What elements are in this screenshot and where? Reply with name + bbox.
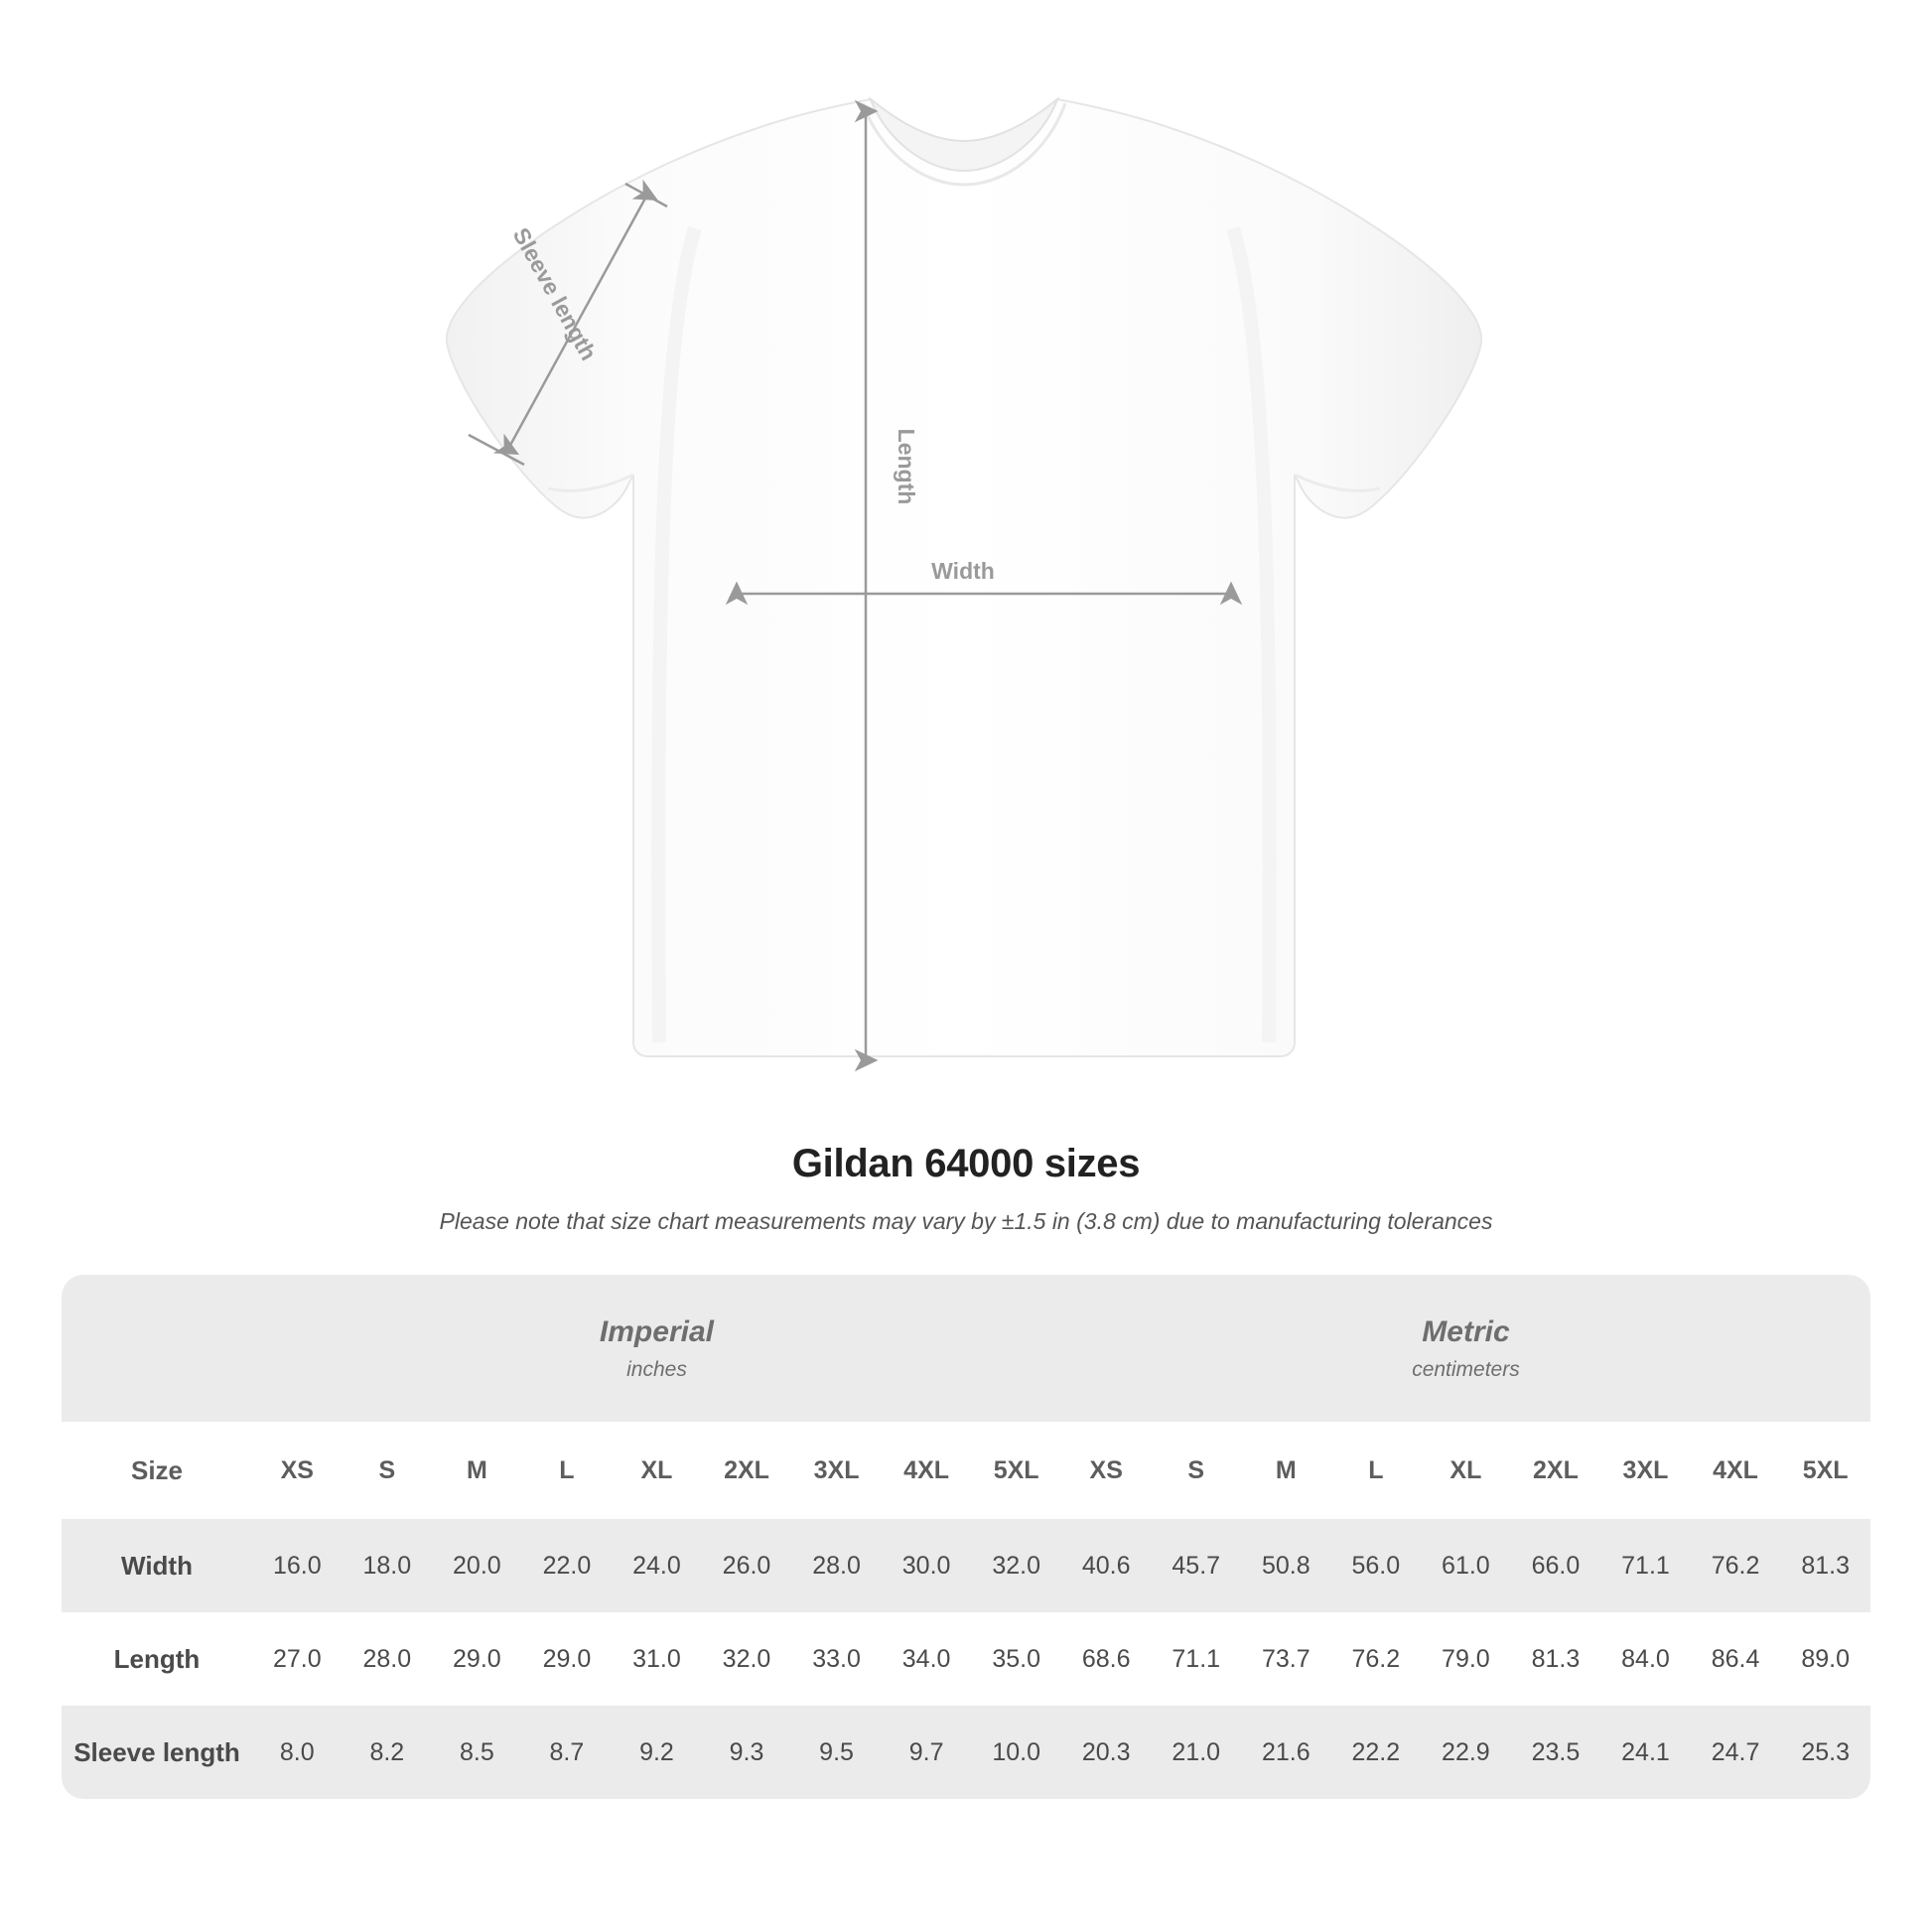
cell-width-metric-5xl: 81.3 <box>1780 1519 1870 1612</box>
size-header-metric-3xl: 3XL <box>1600 1422 1691 1519</box>
cell-sleeve-imperial-2xl: 9.3 <box>702 1706 792 1799</box>
page-title: Gildan 64000 sizes <box>791 1142 1141 1185</box>
cell-sleeve-imperial-xl: 9.2 <box>612 1706 702 1799</box>
cell-width-metric-2xl: 66.0 <box>1511 1519 1601 1612</box>
cell-sleeve-imperial-4xl: 9.7 <box>882 1706 972 1799</box>
metric-subtitle: centimeters <box>1412 1358 1520 1381</box>
cell-sleeve-imperial-xs: 8.0 <box>252 1706 343 1799</box>
cell-sleeve-imperial-m: 8.5 <box>432 1706 522 1799</box>
length-label: Length <box>894 428 919 505</box>
size-header-metric-l: L <box>1331 1422 1422 1519</box>
cell-width-imperial-5xl: 32.0 <box>971 1519 1061 1612</box>
cell-sleeve-metric-5xl: 25.3 <box>1780 1706 1870 1799</box>
cell-length-metric-m: 73.7 <box>1241 1612 1331 1706</box>
cell-length-metric-4xl: 86.4 <box>1691 1612 1781 1706</box>
cell-width-metric-xs: 40.6 <box>1061 1519 1152 1612</box>
size-header-imperial-5xl: 5XL <box>971 1422 1061 1519</box>
size-header-imperial-m: M <box>432 1422 522 1519</box>
cell-length-metric-xl: 79.0 <box>1421 1612 1511 1706</box>
cell-width-imperial-4xl: 30.0 <box>882 1519 972 1612</box>
cell-width-imperial-s: 18.0 <box>343 1519 433 1612</box>
cell-sleeve-imperial-s: 8.2 <box>343 1706 433 1799</box>
cell-width-metric-xl: 61.0 <box>1421 1519 1511 1612</box>
unit-header-row <box>62 1275 1870 1422</box>
cell-sleeve-imperial-3xl: 9.5 <box>791 1706 882 1799</box>
cell-sleeve-metric-3xl: 24.1 <box>1600 1706 1691 1799</box>
cell-length-imperial-5xl: 35.0 <box>971 1612 1061 1706</box>
size-header-metric-m: M <box>1241 1422 1331 1519</box>
cell-width-imperial-m: 20.0 <box>432 1519 522 1612</box>
cell-length-imperial-xs: 27.0 <box>252 1612 343 1706</box>
sleeve-length-label: Sleeve length <box>507 222 603 365</box>
corner-cell <box>62 1275 252 1422</box>
imperial-subtitle: inches <box>626 1358 687 1381</box>
cell-width-imperial-3xl: 28.0 <box>791 1519 882 1612</box>
size-header-imperial-3xl: 3XL <box>791 1422 882 1519</box>
cell-width-metric-4xl: 76.2 <box>1691 1519 1781 1612</box>
size-header-imperial-2xl: 2XL <box>702 1422 792 1519</box>
cell-length-imperial-3xl: 33.0 <box>791 1612 882 1706</box>
row-label-sleeve-length: Sleeve length <box>62 1706 252 1799</box>
cell-length-imperial-s: 28.0 <box>343 1612 433 1706</box>
cell-length-metric-3xl: 84.0 <box>1600 1612 1691 1706</box>
cell-sleeve-imperial-5xl: 10.0 <box>971 1706 1061 1799</box>
size-header-imperial-xl: XL <box>612 1422 702 1519</box>
imperial-title: Imperial <box>599 1315 714 1348</box>
size-header-imperial-l: L <box>522 1422 613 1519</box>
size-header-row <box>62 1422 1870 1519</box>
cell-length-metric-l: 76.2 <box>1331 1612 1422 1706</box>
cell-sleeve-metric-xl: 22.9 <box>1421 1706 1511 1799</box>
cell-width-metric-3xl: 71.1 <box>1600 1519 1691 1612</box>
cell-width-imperial-l: 22.0 <box>522 1519 613 1612</box>
imperial-header-cell <box>252 1275 1061 1422</box>
size-header-metric-s: S <box>1151 1422 1241 1519</box>
row-label-length: Length <box>62 1612 252 1706</box>
cell-width-metric-l: 56.0 <box>1331 1519 1422 1612</box>
size-header-metric-4xl: 4XL <box>1691 1422 1781 1519</box>
table-row <box>62 1612 1870 1706</box>
cell-width-metric-m: 50.8 <box>1241 1519 1331 1612</box>
cell-length-imperial-m: 29.0 <box>432 1612 522 1706</box>
cell-sleeve-metric-4xl: 24.7 <box>1691 1706 1781 1799</box>
width-label: Width <box>931 558 995 584</box>
size-header-metric-2xl: 2XL <box>1511 1422 1601 1519</box>
cell-length-metric-2xl: 81.3 <box>1511 1612 1601 1706</box>
metric-title: Metric <box>1422 1315 1510 1348</box>
table-row <box>62 1706 1870 1799</box>
size-header-label: Size <box>62 1422 252 1519</box>
cell-width-imperial-xs: 16.0 <box>252 1519 343 1612</box>
cell-length-metric-s: 71.1 <box>1151 1612 1241 1706</box>
cell-width-metric-s: 45.7 <box>1151 1519 1241 1612</box>
size-header-metric-xs: XS <box>1061 1422 1152 1519</box>
size-table <box>62 1275 1870 1799</box>
size-header-metric-5xl: 5XL <box>1780 1422 1870 1519</box>
cell-sleeve-metric-m: 21.6 <box>1241 1706 1331 1799</box>
cell-length-metric-5xl: 89.0 <box>1780 1612 1870 1706</box>
cell-width-imperial-xl: 24.0 <box>612 1519 702 1612</box>
cell-length-imperial-l: 29.0 <box>522 1612 613 1706</box>
cell-length-metric-xs: 68.6 <box>1061 1612 1152 1706</box>
cell-sleeve-imperial-l: 8.7 <box>522 1706 613 1799</box>
cell-length-imperial-4xl: 34.0 <box>882 1612 972 1706</box>
cell-sleeve-metric-s: 21.0 <box>1151 1706 1241 1799</box>
cell-sleeve-metric-xs: 20.3 <box>1061 1706 1152 1799</box>
size-header-imperial-4xl: 4XL <box>882 1422 972 1519</box>
size-header-imperial-xs: XS <box>252 1422 343 1519</box>
table-row <box>62 1519 1870 1612</box>
cell-sleeve-metric-2xl: 23.5 <box>1511 1706 1601 1799</box>
size-table-wrapper <box>62 1275 1870 1799</box>
metric-header-cell <box>1061 1275 1870 1422</box>
cell-sleeve-metric-l: 22.2 <box>1331 1706 1422 1799</box>
cell-length-imperial-2xl: 32.0 <box>702 1612 792 1706</box>
row-label-width: Width <box>62 1519 252 1612</box>
cell-width-imperial-2xl: 26.0 <box>702 1519 792 1612</box>
size-header-metric-xl: XL <box>1421 1422 1511 1519</box>
tolerance-note: Please note that size chart measurements may vary by ±1.5 in (3.8 cm) due to manufacturing tolerances <box>439 1208 1493 1234</box>
size-header-imperial-s: S <box>343 1422 433 1519</box>
cell-length-imperial-xl: 31.0 <box>612 1612 702 1706</box>
